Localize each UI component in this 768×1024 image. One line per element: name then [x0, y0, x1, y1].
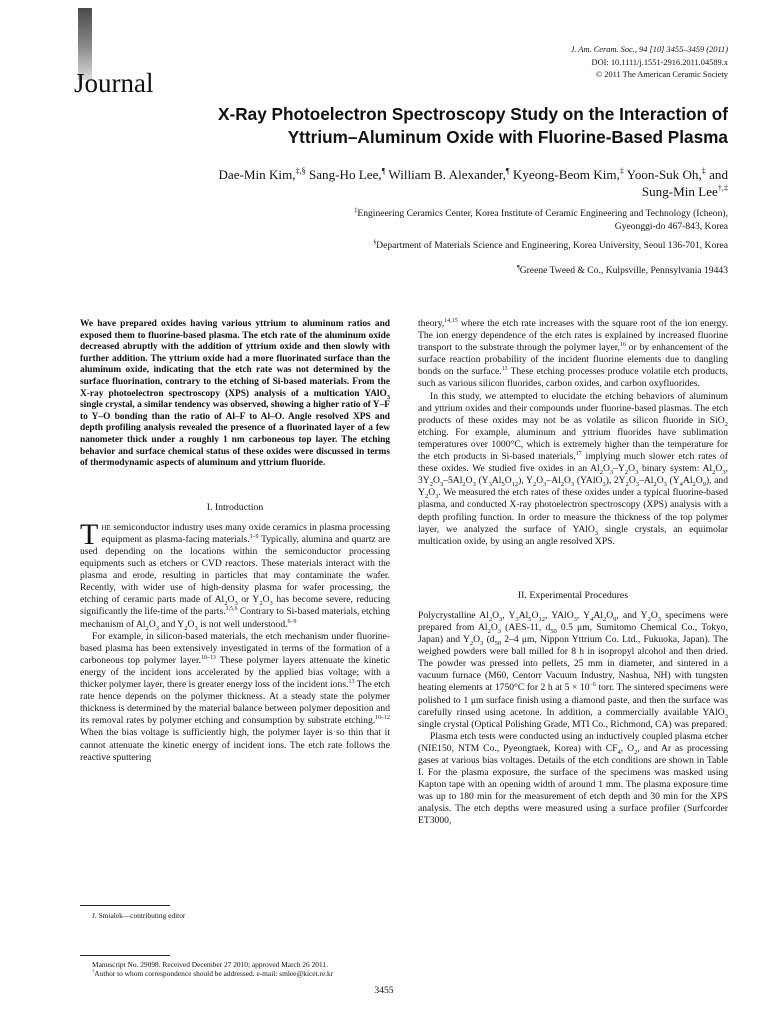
affiliation-1: ‡Engineering Ceramics Center, Korea Institute of Ceramic Engineering and Technology (Icheon), Gyeonggi-do 467-843, Korea	[354, 207, 728, 233]
affiliation-3: ¶Greene Tweed & Co., Kulpsville, Pennsylvania 19443	[516, 264, 728, 276]
author-mark: ¶	[381, 166, 386, 176]
citation-block	[428, 44, 728, 82]
affiliation-mark: ¶	[516, 264, 520, 271]
journal-logo-word: Journal	[74, 68, 154, 98]
intro-paragraph: For example, in silicon-based materials, the etch mechanism under fluorine-based plasma has been extensively investigated in terms of the formation of a carboneous top polymer layer.$^{10-13}$ These polymer layers attenuate the kinetic energy of the incident ions accelerated by the applied bias voltage; with a thicker polymer layer, there is greater energy loss of the incident ions.$^{13}$ The etch rate hence depends on the polymer thickness. At a steady state the polymer thickness is determined by the material balance between polymer deposition and its removal rates by polymer etching and consumption by substrate etching.$^{10-12}$ When the bias voltage is sufficiently high, the polymer layer is so thin that it cannot attenuate the kinetic energy of incident ions. The etch rate follows the reactive sputtering	[80, 630, 391, 763]
paper-title	[168, 103, 728, 149]
title-line: X-Ray Photoelectron Spectroscopy Study on the Interaction of	[218, 104, 728, 124]
author-mark: ‡	[619, 166, 624, 176]
author-and: and	[709, 167, 728, 182]
author-name: Kyeong-Beom Kim,	[512, 167, 620, 182]
author-list	[88, 166, 728, 200]
abstract-text: We have prepared oxides having various yttrium to aluminum ratios and exposed them to fluorine-based plasma. The etch rate of the aluminum oxide decreased abruptly with the addition of yttrium oxide and then slowly with further addition. The yttrium oxide had a more fluorinated surface than the aluminum oxide, indicating that the etch rate was not determined by the surface fluorination, contrary to the etching of Si-based materials. From the X-ray photoelectron spectroscopy (XPS) analysis of a multication YAlO$_3$ single crystal, a similar tendency was observed, showing a higher ratio of Y–F to Y–O bonding than the ratio of Al–F to Al–O. Angle resolved XPS and depth profiling analysis revealed the presence of a fluorinated layer of a few nanometer thick under a roughly 1 nm carboneous top layer. The etching behavior and surface chemical status of these oxides were discussed in terms of thermodynamic aspects of aluminum and yttrium fluoride.	[80, 319, 390, 469]
manuscript-footnote: Manuscript No. 29098. Received December 27 2010; approved March 26 2011. †Author to whom correspondence should be addressed. e-mail: smlee@kicet.re.kr	[92, 960, 334, 979]
right-column	[418, 318, 728, 828]
affiliation-2: §Department of Materials Science and Engineering, Korea University, Seoul 136-701, Korea	[373, 239, 728, 251]
intro-paragraph: The semiconductor industry uses many oxide ceramics in plasma processing equipment as plasma-facing materials.$^{1-9}$ Typically, alumina and quartz are used depending on the locations within the semiconductor processing equipments such as etchers or CVD reactors. These materials interact with the plasma and erode, resulting in particles that may contaminate the wafer. Recently, with wider use of high-density plasma for wafer processing, the etching of ceramic parts made of $Al_2O_3$ or $Y_2O_3$ has become severe, reducing significantly the life-time of the parts.$^{1,5,6}$ Contrary to Si-based materials, etching mechanism of $Al_2O_3$ and $Y_2O_3$ is not well understood.$^{6-9}$	[80, 517, 390, 632]
author-name: Yoon-Suk Oh,	[626, 167, 702, 182]
author-name: William B. Alexander,	[388, 167, 506, 182]
journal-logo	[0, 0, 160, 100]
author-mark: ‡,§	[295, 166, 306, 176]
body-paragraph: Polycrystalline $Al_2O_3$, $Y_3Al_5O_{12}$, YAlO$_3$, $Y_4Al_2O_9$, and $Y_2O_3$ specimens were prepared from $Al_2O_3$ (AES-11, $d_{50}$ 0.5 μm, Sumitomo Chemical Co., Tokyo, Japan) and $Y_2O_3$ ($d_{50}$ 2–4 μm, Nippon Yttrium Co. Ltd., Fukuoka, Japan). The weighed powders were ball milled for 8 h in isopropyl alcohol and then dried. The powder was pressed into pellets, 25 mm in diameter, and sintered in a vacuum furnace (M60, Centorr Vacuum Industry, Nashua, NH) with tungsten heating elements at 1750°C for 2 h at $5 \times 10^{-6}$ torr. The sintered specimens were polished to 1 μm surface finish using a diamond paste, and then the surface was carefully rinsed using acetone. In addition, a commercially available YAlO$_3$ single crystal (Optical Polishing Grade, MTI Co., Richmond, CA) was prepared.	[418, 609, 729, 730]
footnote-rule	[80, 955, 170, 956]
affiliation-mark: §	[373, 239, 377, 246]
doi-line: DOI: 10.1111/j.1551-2916.2011.04589.x	[591, 57, 728, 67]
copyright-line: © 2011 The American Ceramic Society	[595, 70, 728, 79]
left-column	[80, 319, 390, 764]
author-name: Dae-Min Kim,	[218, 167, 296, 182]
author-mark: †,‡	[717, 183, 728, 193]
section-heading-experimental: II. Experimental Procedures	[517, 589, 629, 601]
title-line: Yttrium–Aluminum Oxide with Fluorine-Based Plasma	[287, 127, 728, 147]
author-mark: ¶	[505, 166, 510, 176]
section-heading-introduction: I. Introduction	[206, 501, 264, 513]
footnote-rule	[80, 905, 170, 906]
body-paragraph: Plasma etch tests were conducted using an inductively coupled plasma etcher (NIE150, NTM Co., Pyeongtaek, Korea) with $CF_4$, $O_2$, and Ar as processing gases at various bias voltages. Details of the etch conditions are shown in Table I. For the plasma exposure, the surface of the specimens was masked using Kapton tape with an opening width of around 1 mm. The plasma exposure time was up to 180 min for the measurement of etch depth and 30 min for the XPS analysis. The etch depths were measured using a surface profiler (Surfcorder ET3000,	[418, 730, 728, 827]
page-number: 3455	[374, 985, 394, 996]
abstract	[80, 319, 390, 470]
body-paragraph: theory,$^{14,15}$ where the etch rate increases with the square root of the ion energy. The ion energy dependence of the etch rates is explained by increased fluorine transport to the substrate through the polymer layer,$^{16}$ or by enhancement of the surface reaction probability of the incident fluorine elements due to dangling bonds on the surface.$^{13}$ These etching processes produce volatile etch products, such as various silicon fluorides, carbon oxides, and carbon oxyfluorides.	[418, 317, 728, 390]
author-name: Sang-Ho Lee,	[308, 167, 382, 182]
author-name: Sung-Min Lee	[641, 184, 718, 199]
author-mark: ‡	[701, 166, 706, 176]
editor-footnote: J. Smialek—contributing editor	[92, 911, 186, 920]
drop-cap: T	[80, 517, 99, 551]
author-line	[88, 183, 728, 200]
body-paragraph: In this study, we attempted to elucidate the etching behaviors of aluminum and yttrium oxides and their compounds under fluorine-based plasmas. The etch products of these oxides may not be as volatile as silicon fluoride in SiO$_2$ etching. For example, aluminum and yttrium fluorides have sublimation temperatures over 1000°C, which is extremely higher than the temperature for the etch products in Si-based materials,$^{17}$ implying much slower etch rates of these oxides. We studied five oxides in an $Al_2O_3-Y_2O_3$ binary system: $Al_2O_3$, $3Y_2O_3-5Al_2O_3$ $(Y_3Al_5O_{12})$, $Y_2O_3-Al_2O_3$ (YAlO$_3$), $2Y_2O_3-Al_2O_3$ $(Y_4Al_2O_9)$, and $Y_2O_3$. We measured the etch rates of these oxides under a typical fluorine-based plasma, and conducted X-ray photoelectron spectroscopy (XPS) analysis with a depth profiling function. In order to measure the thickness of the top polymer layer, we analyzed the surface of YAlO$_3$ single crystals, an equimolar multication oxide, by using an angle resolved XPS.	[418, 390, 728, 547]
citation-line: J. Am. Ceram. Soc., 94 [10] 3455–3459 (2011)	[570, 45, 728, 54]
author-line	[88, 166, 728, 183]
affiliation-mark: ‡	[354, 207, 358, 214]
